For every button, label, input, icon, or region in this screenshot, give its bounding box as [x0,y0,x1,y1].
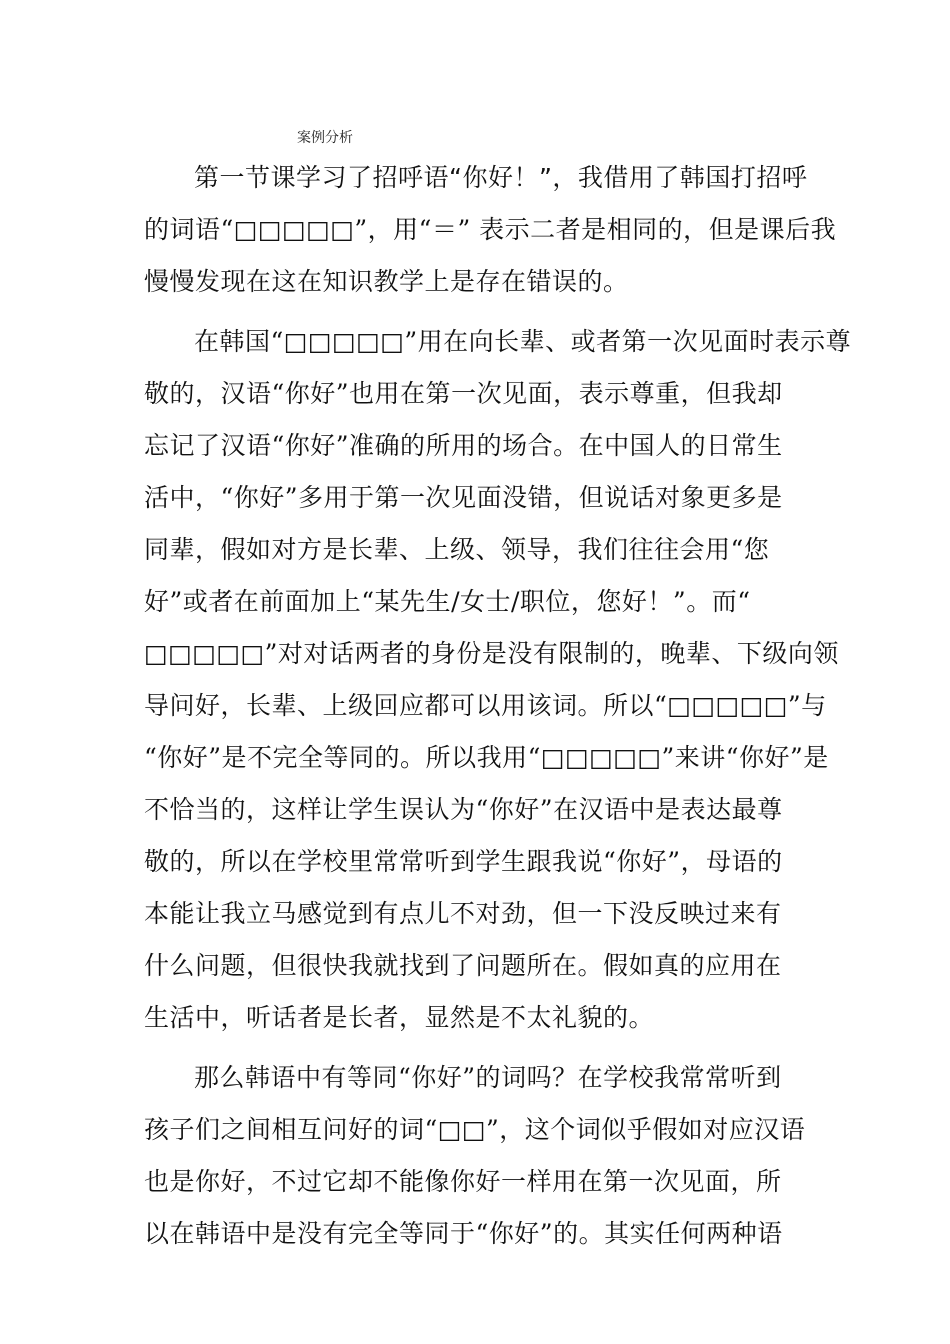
paragraph-2-line-4: 活中，“你好”多用于第一次见面没错，但说话对象更多是 [144,483,783,512]
paragraph-3-line-4: 以在韩语中是没有完全等同于“你好”的。其实任何两种语 [144,1219,783,1248]
document-body [144,152,852,1260]
paragraph-2-line-10: 不恰当的，这样让学生误认为“你好”在汉语中是表达最尊 [144,795,783,824]
paragraph-2-line-9: “你好”是不完全等同的。所以我用“□□□□□”来讲“你好”是 [144,743,829,772]
paragraph-2-line-13: 什么问题，但很快我就找到了问题所在。假如真的应用在 [144,951,782,980]
paragraph-3-line-2: 孩子们之间相互问好的词“□□”，这个词似乎假如对应汉语 [144,1115,806,1144]
paragraph-2-line-1: 在韩国“□□□□□”用在向长辈、或者第一次见面时表示尊 [194,327,852,356]
paragraph-2-line-5: 同辈，假如对方是长辈、上级、领导，我们往往会用“您 [144,535,770,564]
paragraph-3-line-3: 也是你好，不过它却不能像你好一样用在第一次见面，所 [144,1167,782,1196]
paragraph-1-line-1: 第一节课学习了招呼语“你好！”，我借用了韩国打招呼 [194,163,808,192]
paragraph-1-line-3: 慢慢发现在这在知识教学上是存在错误的。 [144,267,629,296]
paragraph-2-line-6: 好”或者在前面加上“某先生/女士/职位，您好！”。而“ [144,587,751,616]
paragraph-2-line-14: 生活中，听话者是长者，显然是不太礼貌的。 [144,1003,655,1032]
paragraph-2-line-7: □□□□□”对对话两者的身份是没有限制的，晚辈、下级向领 [144,639,839,668]
section-heading: 案例分析 [297,130,353,146]
paragraph-2-line-2: 敬的，汉语“你好”也用在第一次见面，表示尊重，但我却 [144,379,783,408]
paragraph-2-line-11: 敬的，所以在学校里常常听到学生跟我说“你好”，母语的 [144,847,783,876]
paragraph-2-line-8: 导问好，长辈、上级回应都可以用该词。所以“□□□□□”与 [144,691,827,720]
paragraph-2-line-12: 本能让我立马感觉到有点儿不对劲，但一下没反映过来有 [144,899,782,928]
paragraph-3-line-1: 那么韩语中有等同“你好”的词吗？在学校我常常听到 [194,1063,782,1092]
paragraph-2-line-3: 忘记了汉语“你好”准确的所用的场合。在中国人的日常生 [144,431,783,460]
paragraph-1-line-2: 的词语“□□□□□”，用“＝” 表示二者是相同的，但是课后我 [144,215,837,244]
